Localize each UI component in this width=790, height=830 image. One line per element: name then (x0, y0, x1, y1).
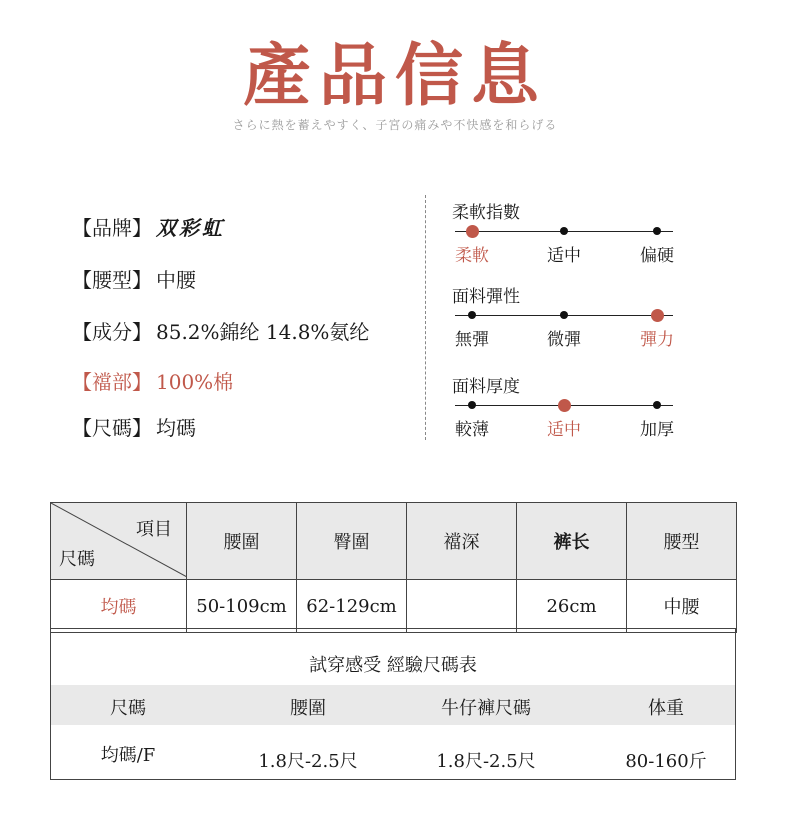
size-table-cell: 62-129cm (297, 580, 407, 633)
scale-marker-selected (558, 399, 571, 412)
spec-value: 100%棉 (156, 370, 234, 394)
scale-label: 無彈 (455, 330, 489, 350)
scale-marker (653, 401, 661, 409)
page-title: 產品信息 (242, 36, 547, 116)
size-table-cell: 中腰 (627, 580, 737, 633)
scale-marker (560, 311, 568, 319)
size-table-cell (407, 580, 517, 633)
fit-table-cell: 1.8尺-2.5尺 (258, 751, 358, 772)
size-table-header: 腰型 (627, 503, 737, 580)
size-table (50, 502, 737, 633)
scale-marker (653, 227, 661, 235)
size-table-row-label: 均碼 (51, 580, 187, 633)
scale-label: 柔軟 (455, 246, 489, 266)
size-table-header-row (51, 503, 737, 580)
fit-table-title: 試穿感受 經驗尺碼表 (309, 655, 477, 676)
spec-material (72, 316, 369, 345)
spec-key: 【品牌】 (72, 216, 152, 240)
spec-key: 【成分】 (72, 320, 152, 344)
corner-bottom-label: 尺碼 (59, 549, 95, 570)
size-table-header: 裤长 (517, 503, 627, 580)
scale-marker (560, 227, 568, 235)
scale-label: 加厚 (640, 420, 674, 440)
scale-label: 适中 (547, 246, 581, 266)
scale-label: 微彈 (547, 330, 581, 350)
spec-value: 中腰 (156, 268, 196, 292)
fit-table-header: 尺碼 (110, 698, 146, 719)
scale-label: 較薄 (455, 420, 489, 440)
fit-table-cell: 均碼/F (100, 745, 156, 766)
spec-size (72, 412, 196, 441)
spec-waist-type (72, 264, 196, 293)
spec-key: 【襠部】 (72, 370, 152, 394)
spec-brand (72, 212, 225, 241)
size-table-header: 腰圍 (187, 503, 297, 580)
scale-label: 适中 (547, 420, 581, 440)
scale-title: 面料厚度 (452, 377, 520, 397)
scale-label: 偏硬 (640, 246, 674, 266)
fit-table (50, 628, 736, 780)
fit-table-header: 牛仔褲尺碼 (441, 698, 531, 719)
fit-table-cell: 1.8尺-2.5尺 (436, 751, 536, 772)
divider-line (425, 195, 426, 440)
scale-marker (468, 311, 476, 319)
spec-value: 均碼 (156, 416, 196, 440)
fit-table-cell: 80-160斤 (625, 751, 707, 772)
spec-key: 【尺碼】 (72, 416, 152, 440)
page-subtitle: さらに熱を蓄えやすく、子宮の痛みや不快感を和らげる (232, 118, 558, 132)
size-table-cell: 50-109cm (187, 580, 297, 633)
spec-key: 【腰型】 (72, 268, 152, 292)
fit-table-header-row (51, 685, 735, 725)
scale-marker-selected (466, 225, 479, 238)
scale-title: 柔軟指數 (452, 203, 520, 223)
spec-value: 85.2%錦纶 14.8%氨纶 (156, 320, 370, 344)
corner-top-label: 項目 (136, 519, 172, 540)
size-table-corner (51, 503, 187, 580)
fit-table-header: 体重 (648, 698, 684, 719)
spec-value: 双彩虹 (156, 216, 225, 240)
spec-crotch (72, 366, 233, 395)
size-table-cell: 26cm (517, 580, 627, 633)
fit-table-header: 腰圍 (290, 698, 326, 719)
size-table-header: 襠深 (407, 503, 517, 580)
scale-label: 彈力 (640, 330, 674, 350)
scale-title: 面料彈性 (452, 287, 520, 307)
size-table-row (51, 580, 737, 633)
scale-marker (468, 401, 476, 409)
size-table-header: 臀圍 (297, 503, 407, 580)
scale-marker-selected (651, 309, 664, 322)
